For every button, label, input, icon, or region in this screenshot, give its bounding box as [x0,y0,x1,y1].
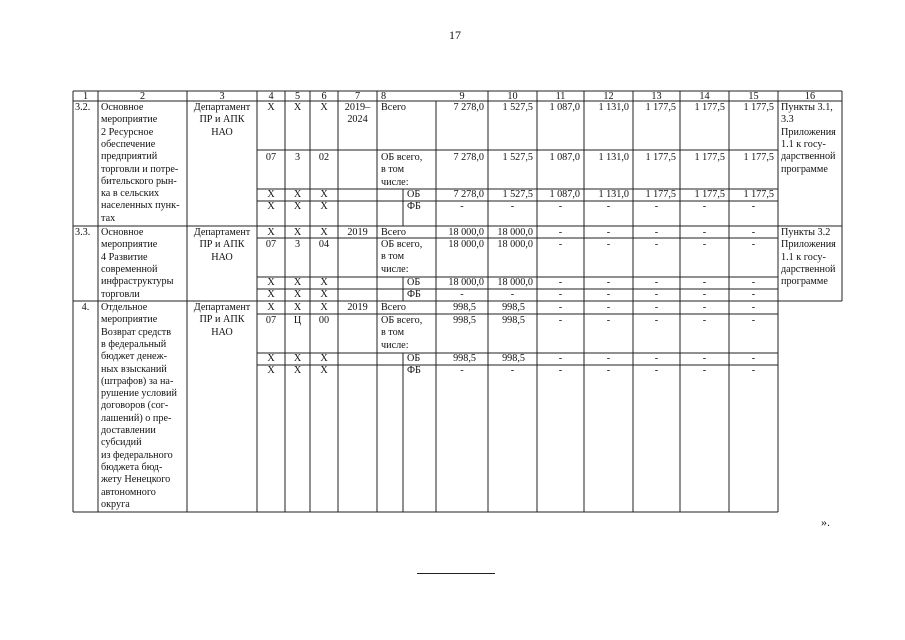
value-cell: - [654,227,659,238]
value-cell: - [702,289,707,300]
header-cell: 8 [381,91,387,102]
header-cell: 1 [82,91,89,102]
code-cell: Х [293,189,302,200]
value-cell: 18 000,0 [497,227,533,238]
code-cell: 07 [265,152,277,163]
fund-ob-label: ОБ всего, [381,315,423,326]
header-cell: 12 [603,91,614,102]
code-cell: Х [267,289,275,300]
code-cell: Х [320,277,328,288]
value-cell: 18 000,0 [497,277,533,288]
value-cell: - [460,289,464,300]
fund-fb-label: ФБ [407,289,421,300]
code-cell: Х [293,277,302,288]
value-cell: 1 177,5 [743,189,774,200]
code-cell: Х [320,353,328,364]
value-cell: 1 177,5 [694,189,725,200]
page-number: 17 [449,28,461,42]
value-cell: - [702,302,707,313]
value-cell: 1 131,0 [598,189,629,200]
code-cell: 04 [318,239,330,250]
value-cell: - [654,239,659,250]
value-cell: - [654,353,659,364]
code-cell: 3 [294,239,301,250]
value-cell: - [606,315,611,326]
code-cell: Х [293,353,302,364]
value-cell: - [654,201,659,212]
code-cell: Х [320,289,328,300]
value-cell: - [558,201,563,212]
value-cell: 1 131,0 [598,152,629,163]
value-cell: - [702,353,707,364]
fund-ob-label: в том [381,164,405,176]
value-cell: 1 177,5 [645,189,676,200]
fund-total-label: Всего [381,102,406,113]
value-cell: 18 000,0 [448,227,484,238]
fund-fb-label: ФБ [407,201,421,212]
value-cell: 1 087,0 [549,152,580,163]
value-cell: - [751,365,756,376]
value-cell: 998,5 [502,302,525,313]
value-cell: - [558,289,563,300]
value-cell: - [702,239,707,250]
value-cell: - [460,201,464,212]
header-cell: 13 [651,91,662,102]
value-cell: - [558,277,563,288]
fund-ob-sub-label: ОБ [407,353,421,364]
value-cell: - [606,201,611,212]
value-cell: 998,5 [502,353,525,364]
value-cell: - [460,365,464,376]
value-cell: 1 087,0 [549,189,580,200]
code-cell: Х [320,102,328,113]
value-cell: 1 177,5 [694,152,725,163]
value-cell: - [702,227,707,238]
value-cell: 7 278,0 [453,189,484,200]
value-cell: - [558,227,563,238]
value-cell: 1 527,5 [502,102,533,113]
value-cell: 7 278,0 [453,102,484,113]
code-cell: Х [267,353,275,364]
code-cell: Х [293,302,302,313]
value-cell: - [654,289,659,300]
value-cell: 18 000,0 [448,277,484,288]
fund-ob-label: ОБ всего, [381,152,423,163]
value-cell: - [751,315,756,326]
value-cell: 1 177,5 [694,102,725,113]
value-cell: 1 177,5 [645,102,676,113]
code-cell: 07 [265,315,277,326]
value-cell: - [606,227,611,238]
fund-ob-label: числе: [381,339,409,351]
header-cell: 16 [804,91,816,102]
row-number: 4. [81,302,90,313]
value-cell: - [654,302,659,313]
value-cell: - [702,201,707,212]
value-cell: 7 278,0 [453,152,484,163]
header-cell: 7 [354,91,361,102]
code-cell: Х [320,227,328,238]
value-cell: 998,5 [453,353,476,364]
code-cell: Х [320,302,328,313]
value-cell: - [751,239,756,250]
value-cell: 1 131,0 [598,102,629,113]
code-cell: 3 [294,152,301,163]
code-cell: Х [267,102,275,113]
header-cell: 6 [321,91,327,102]
code-cell: Ц [293,315,302,326]
code-cell: 00 [318,315,330,326]
value-cell: - [606,289,611,300]
value-cell: - [558,315,563,326]
code-cell: Х [267,277,275,288]
value-cell: 1 527,5 [502,189,533,200]
header-cell: 9 [459,91,465,102]
value-cell: 998,5 [453,315,476,326]
value-cell: 1 087,0 [549,102,580,113]
code-cell: 02 [318,152,330,163]
value-cell: 1 177,5 [645,152,676,163]
header-cell: 10 [507,91,518,102]
row-number: 3.2. [75,102,91,113]
value-cell: - [751,277,756,288]
value-cell: - [654,365,659,376]
value-cell: - [606,239,611,250]
value-cell: - [558,302,563,313]
value-cell: - [751,201,756,212]
code-cell: Х [267,365,275,376]
code-cell: Х [293,365,302,376]
value-cell: - [558,365,563,376]
code-cell: Х [267,189,275,200]
code-cell: Х [320,365,328,376]
row-number: 3.3. [75,227,91,238]
value-cell: 18 000,0 [497,239,533,250]
fund-ob-label: ОБ всего, [381,239,423,250]
code-cell: Х [320,201,328,212]
value-cell: - [654,277,659,288]
value-cell: - [510,289,515,300]
code-cell: 07 [265,239,277,250]
code-cell: Х [267,302,275,313]
period: 2019– [344,102,371,113]
value-cell: - [510,201,515,212]
period: 2019 [347,302,368,313]
closing-quote: ». [821,515,830,529]
fund-ob-sub-label: ОБ [407,189,421,200]
value-cell: - [751,227,756,238]
value-cell: - [702,277,707,288]
value-cell: - [606,353,611,364]
header-cell: 14 [699,91,710,102]
fund-ob-label: в том [381,251,405,263]
code-cell: Х [293,201,302,212]
fund-ob-label: числе: [381,176,409,188]
value-cell: - [751,302,756,313]
code-cell: Х [267,227,275,238]
fund-ob-label: в том [381,327,405,339]
fund-ob-label: числе: [381,263,409,275]
header-cell: 5 [294,91,301,102]
period: 2019 [347,227,368,238]
period: 2024 [347,114,368,126]
fund-total-label: Всего [381,302,406,313]
header-cell: 11 [555,91,566,102]
value-cell: 998,5 [502,315,525,326]
value-cell: - [606,302,611,313]
fund-ob-sub-label: ОБ [407,277,421,288]
value-cell: - [751,353,756,364]
separator-line [417,573,495,574]
value-cell: - [702,315,707,326]
header-cell: 4 [268,91,274,102]
value-cell: - [751,289,756,300]
value-cell: 1 177,5 [743,152,774,163]
value-cell: 1 177,5 [743,102,774,113]
fund-total-label: Всего [381,227,406,238]
value-cell: 18 000,0 [448,239,484,250]
header-cell: 3 [219,91,225,102]
value-cell: - [558,353,563,364]
code-cell: Х [293,289,302,300]
code-cell: Х [293,227,302,238]
value-cell: - [606,277,611,288]
fund-fb-label: ФБ [407,365,421,376]
value-cell: - [702,365,707,376]
value-cell: 998,5 [453,302,476,313]
code-cell: Х [293,102,302,113]
value-cell: 1 527,5 [502,152,533,163]
code-cell: Х [320,189,328,200]
value-cell: - [654,315,659,326]
value-cell: - [510,365,515,376]
header-cell: 2 [139,91,146,102]
code-cell: Х [267,201,275,212]
header-cell: 15 [748,91,759,102]
value-cell: - [606,365,611,376]
value-cell: - [558,239,563,250]
